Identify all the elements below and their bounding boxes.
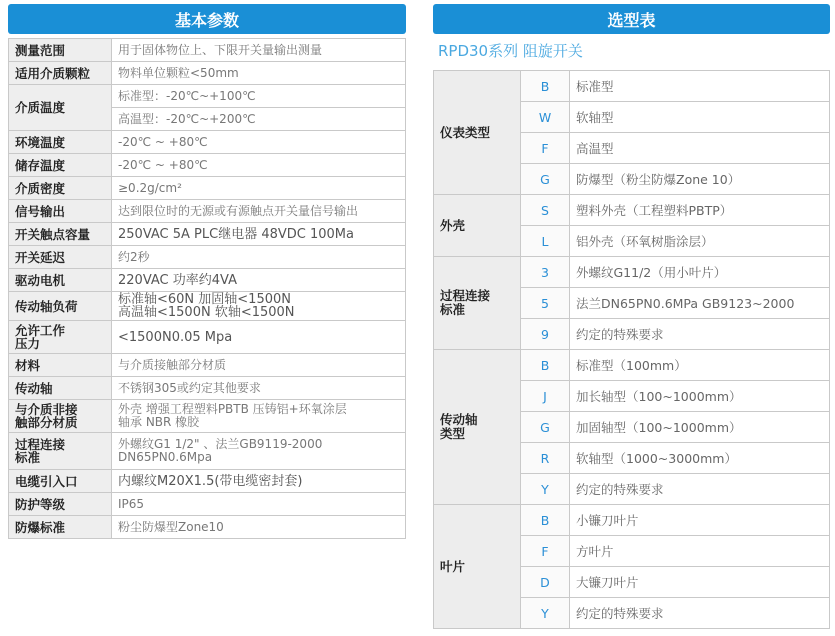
option-description: 软轴型 [570, 102, 830, 133]
option-description: 高温型 [570, 133, 830, 164]
param-row [9, 470, 406, 493]
param-label: 允许工作 压力 [9, 321, 112, 354]
param-row [9, 400, 406, 433]
option-code: B [521, 350, 570, 381]
param-value: 不锈钢305或约定其他要求 [112, 377, 406, 400]
param-row [9, 200, 406, 223]
option-code: W [521, 102, 570, 133]
param-label: 适用介质颗粒 [9, 62, 112, 85]
option-description: 约定的特殊要求 [570, 598, 830, 629]
param-label: 测量范围 [9, 39, 112, 62]
param-label: 与介质非接 触部分材质 [9, 400, 112, 433]
param-label: 传动轴负荷 [9, 292, 112, 321]
param-value: <1500N0.05 Mpa [112, 321, 406, 354]
param-label: 储存温度 [9, 154, 112, 177]
param-row [9, 154, 406, 177]
param-row [9, 433, 406, 470]
option-description: 加固轴型（100~1000mm） [570, 412, 830, 443]
param-value: 内螺纹M20X1.5(带电缆密封套) [112, 470, 406, 493]
param-row [9, 246, 406, 269]
param-row [9, 292, 406, 321]
param-row [9, 321, 406, 354]
option-code: 5 [521, 288, 570, 319]
option-code: S [521, 195, 570, 226]
selection-table-header: 选型表 [433, 4, 830, 34]
option-description: 大镰刀叶片 [570, 567, 830, 598]
option-description: 塑料外壳（工程塑料PBTP） [570, 195, 830, 226]
option-description: 软轴型（1000~3000mm） [570, 443, 830, 474]
param-value: 高温型：-20℃~+200℃ [112, 108, 406, 131]
param-value: 物料单位颗粒<50mm [112, 62, 406, 85]
param-row [9, 377, 406, 400]
option-description: 法兰DN65PN0.6MPa GB9123~2000 [570, 288, 830, 319]
param-row [9, 85, 406, 108]
option-code: Y [521, 474, 570, 505]
param-label: 电缆引入口 [9, 470, 112, 493]
option-code: L [521, 226, 570, 257]
option-code: F [521, 133, 570, 164]
selection-row [434, 350, 830, 381]
selection-row [434, 195, 830, 226]
option-description: 小镰刀叶片 [570, 505, 830, 536]
param-label: 驱动电机 [9, 269, 112, 292]
param-row [9, 493, 406, 516]
option-code: G [521, 412, 570, 443]
param-value: 标准轴<60N 加固轴<1500N 高温轴<1500N 软轴<1500N [112, 292, 406, 321]
selection-row [434, 71, 830, 102]
option-code: D [521, 567, 570, 598]
selection-row [434, 505, 830, 536]
option-code: 9 [521, 319, 570, 350]
option-description: 加长轴型（100~1000mm） [570, 381, 830, 412]
param-row [9, 269, 406, 292]
option-description: 约定的特殊要求 [570, 474, 830, 505]
param-value: 外壳 增强工程塑料PBTB 压铸铝+环氧涂层 轴承 NBR 橡胶 [112, 400, 406, 433]
param-value: 外螺纹G1 1/2" 、法兰GB9119-2000 DN65PN0.6Mpa [112, 433, 406, 470]
param-row [9, 354, 406, 377]
param-label: 信号输出 [9, 200, 112, 223]
selection-group-label: 过程连接 标准 [434, 257, 521, 350]
option-code: F [521, 536, 570, 567]
param-row [9, 39, 406, 62]
param-label: 开关延迟 [9, 246, 112, 269]
param-value: ≥0.2g/cm² [112, 177, 406, 200]
option-description: 约定的特殊要求 [570, 319, 830, 350]
param-label: 材料 [9, 354, 112, 377]
param-row [9, 177, 406, 200]
selection-group-label: 叶片 [434, 505, 521, 629]
option-code: B [521, 505, 570, 536]
param-value: 250VAC 5A PLC继电器 48VDC 100Ma [112, 223, 406, 246]
selection-group-label: 传动轴 类型 [434, 350, 521, 505]
option-code: B [521, 71, 570, 102]
series-title: RPD30系列 阻旋开关 [438, 42, 583, 60]
param-row [9, 62, 406, 85]
param-value: -20℃ ~ +80℃ [112, 131, 406, 154]
param-label: 防爆标准 [9, 516, 112, 539]
param-label: 传动轴 [9, 377, 112, 400]
selection-group-label: 仪表类型 [434, 71, 521, 195]
option-code: 3 [521, 257, 570, 288]
param-row [9, 516, 406, 539]
param-value: 220VAC 功率约4VA [112, 269, 406, 292]
param-value: -20℃ ~ +80℃ [112, 154, 406, 177]
option-description: 铝外壳（环氧树脂涂层） [570, 226, 830, 257]
basic-params-table [8, 38, 406, 539]
option-code: G [521, 164, 570, 195]
param-label: 环境温度 [9, 131, 112, 154]
option-code: J [521, 381, 570, 412]
param-value: 约2秒 [112, 246, 406, 269]
option-description: 外螺纹G11/2（用小叶片） [570, 257, 830, 288]
option-description: 标准型 [570, 71, 830, 102]
param-row [9, 223, 406, 246]
param-label: 介质温度 [9, 85, 112, 131]
param-label: 过程连接 标准 [9, 433, 112, 470]
param-value: 用于固体物位上、下限开关量输出测量 [112, 39, 406, 62]
selection-table [433, 70, 830, 629]
option-description: 标准型（100mm） [570, 350, 830, 381]
basic-params-header: 基本参数 [8, 4, 406, 34]
selection-row [434, 257, 830, 288]
selection-group-label: 外壳 [434, 195, 521, 257]
option-description: 方叶片 [570, 536, 830, 567]
option-code: Y [521, 598, 570, 629]
param-value: IP65 [112, 493, 406, 516]
param-value: 粉尘防爆型Zone10 [112, 516, 406, 539]
option-description: 防爆型（粉尘防爆Zone 10） [570, 164, 830, 195]
param-value: 标准型：-20℃~+100℃ [112, 85, 406, 108]
param-label: 介质密度 [9, 177, 112, 200]
param-value: 达到限位时的无源或有源触点开关量信号输出 [112, 200, 406, 223]
param-label: 开关触点容量 [9, 223, 112, 246]
param-row [9, 131, 406, 154]
param-value: 与介质接触部分材质 [112, 354, 406, 377]
param-label: 防护等级 [9, 493, 112, 516]
option-code: R [521, 443, 570, 474]
